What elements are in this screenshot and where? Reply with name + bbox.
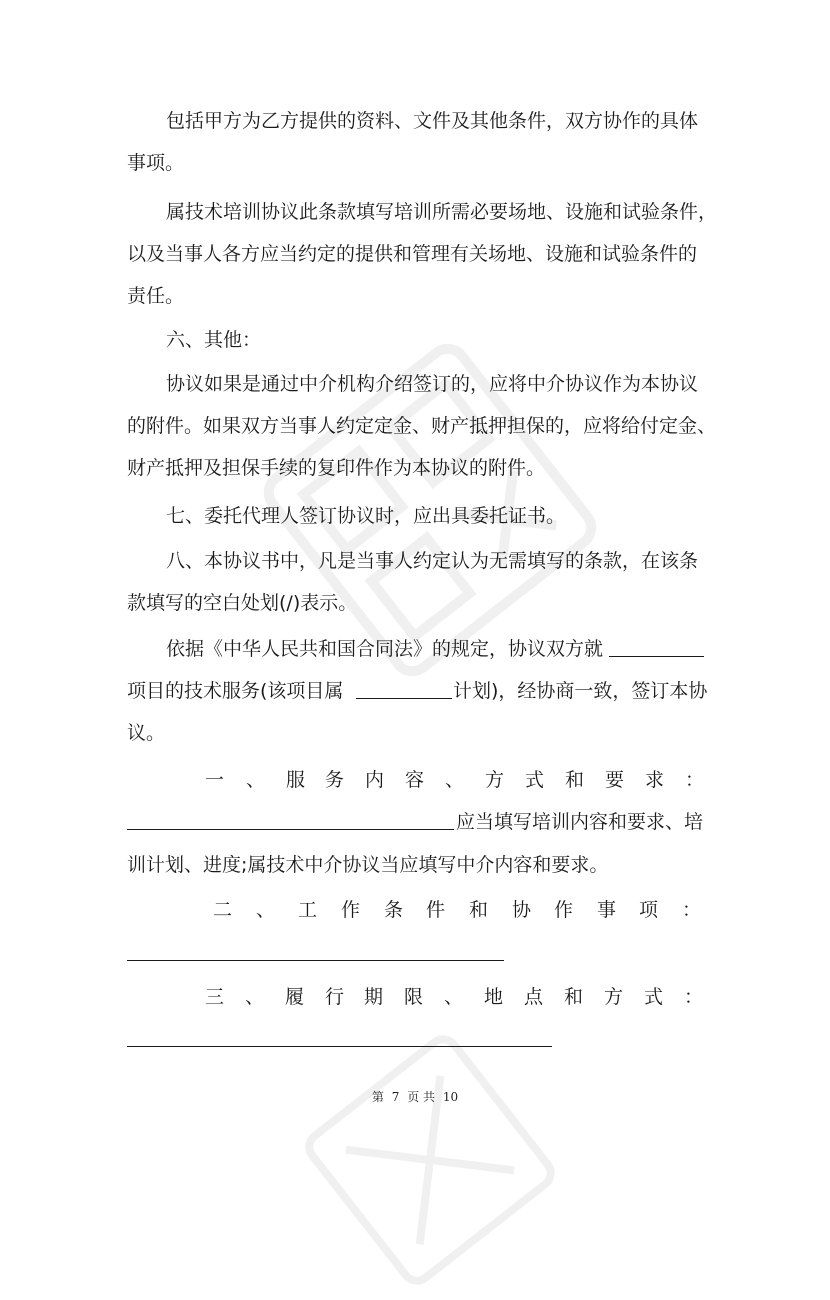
text: 应当填写培训内容和要求、培: [456, 811, 704, 833]
heading-char: 事: [597, 899, 617, 921]
page-number: 7: [391, 1090, 400, 1104]
heading-char: 协: [512, 899, 532, 921]
text: 事项。: [127, 152, 185, 174]
heading-char: ：: [684, 986, 704, 1008]
heading-char: 、: [445, 769, 465, 791]
text: 协议如果是通过中介机构介绍签订的，应将中介协议作为本协议: [166, 373, 699, 395]
heading-char: 件: [426, 899, 446, 921]
heading-char: 、: [444, 986, 464, 1008]
heading-char: 一: [205, 769, 225, 791]
heading-char: 求: [645, 769, 665, 791]
heading-char: 地: [484, 986, 504, 1008]
text: 以及当事人各方应当约定的提供和管理有关场地、设施和试验条件的: [127, 243, 698, 265]
fill-in-blank[interactable]: [127, 940, 504, 961]
heading-char: 、: [245, 986, 265, 1008]
heading-char: 行: [325, 986, 345, 1008]
heading-char: 务: [325, 769, 345, 791]
footer-prefix: 第: [371, 1090, 384, 1104]
heading-char: 方: [485, 769, 505, 791]
fill-in-blank[interactable]: [356, 678, 452, 699]
text: 项目的技术服务(该项目属: [127, 680, 344, 702]
heading-char: 服: [286, 769, 306, 791]
text: 七、委托代理人签订协议时，应出具委托证书。: [166, 505, 566, 527]
text: 计划)，经协商一致，签订本协: [453, 680, 708, 702]
heading-char: 和: [564, 986, 584, 1008]
heading-char: 期: [364, 986, 384, 1008]
heading-char: ：: [685, 769, 705, 791]
fill-in-blank[interactable]: [609, 636, 704, 657]
heading-char: 履: [285, 986, 305, 1008]
heading-char: 点: [524, 986, 544, 1008]
heading-char: 、: [256, 899, 276, 921]
heading-char: ：: [682, 899, 702, 921]
text: 属技术培训协议此条款填写培训所需必要场地、设施和试验条件，: [166, 201, 718, 223]
heading-char: 项: [639, 899, 659, 921]
heading-char: 要: [605, 769, 625, 791]
heading-char: 工: [298, 899, 318, 921]
heading-char: 式: [525, 769, 545, 791]
text: 依据《中华人民共和国合同法》的规定，协议双方就: [166, 638, 604, 660]
heading-char: 二: [213, 899, 233, 921]
text: 训计划、进度;属技术中介协议当应填写中介内容和要求。: [127, 854, 609, 876]
heading-char: 内: [365, 769, 385, 791]
heading-char: 限: [404, 986, 424, 1008]
heading-char: 作: [554, 899, 574, 921]
text: 的附件。如果双方当事人约定定金、财产抵押担保的，应将给付定金、: [127, 415, 717, 437]
text: 六、其他：: [166, 329, 262, 351]
text: 包括甲方为乙方提供的资料、文件及其他条件，双方协作的具体: [166, 110, 699, 132]
heading-char: 方: [604, 986, 624, 1008]
heading-char: 容: [405, 769, 425, 791]
watermark-icon: [290, 1020, 571, 1300]
heading-char: 条: [384, 899, 404, 921]
text: 财产抵押及担保手续的复印件作为本协议的附件。: [127, 457, 546, 479]
page-footer: [0, 1088, 830, 1105]
heading-char: 和: [565, 769, 585, 791]
text: 议。: [127, 722, 166, 744]
page-total: 10: [442, 1090, 459, 1104]
text: 责任。: [127, 285, 185, 307]
heading-char: 三: [205, 986, 225, 1008]
text: 款填写的空白处划(/)表示。: [127, 592, 358, 614]
heading-char: 式: [644, 986, 664, 1008]
heading-char: 作: [341, 899, 361, 921]
fill-in-blank[interactable]: [127, 1026, 552, 1047]
fill-in-blank[interactable]: [127, 809, 454, 830]
heading-char: 和: [469, 899, 489, 921]
heading-char: 、: [246, 769, 266, 791]
text: 八、本协议书中，凡是当事人约定认为无需填写的条款，在该条: [166, 550, 699, 572]
footer-middle: 页 共: [407, 1090, 436, 1104]
